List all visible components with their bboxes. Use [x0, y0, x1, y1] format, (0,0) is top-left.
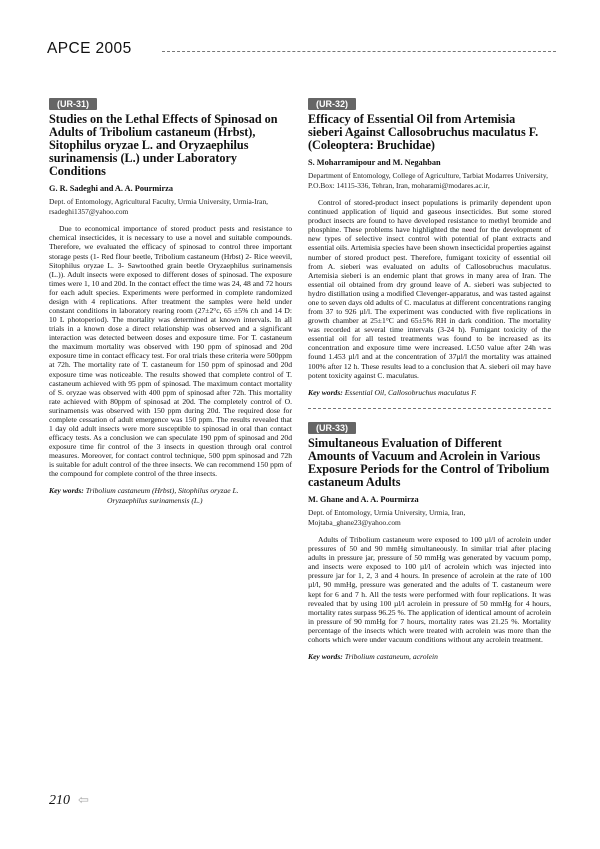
keywords-line: Oryzaephilus surinamensis (L.): [107, 495, 203, 505]
keywords-label: Key words:: [308, 651, 343, 661]
keywords-line: Tribolium castaneum (Hrbst), Sitophilus oryzae L.: [85, 486, 239, 496]
article-ur-32: [308, 94, 551, 397]
article-abstract: Adults of Tribolium castaneum were exposed to 100 µl/l of acrolein under pressures of 50 and 90 mmHg simultaneously. In similar trial after placing adults in pressure jar, pressure of 50 mmHg was generated by vacuum pomp, and insects were exposed to 100 µl/l of acrolein which was injected into pressure jar for 1, 2, 3 and 4 hours. In presence of acrolein at the rate of 100 µl/l, 90 mmHg, pressure was generated and the adults of T. castaneum were kept for 6 and 7 h. All the tests were performed with four replications. It was revealed that by using 100 µl/l acrolein in pressure of 50 mmHg for 4 hours, mortality rates surpass 96.25 %. The application of identical amount of acrolein in pressure of 90 mmHg for 7 hours, mortality rates was 21.25 %. Mortality percentage of the insects which were treated with acrolein was more than the cohorts which were under vacuum conditions without any acrolein treatment.: [308, 535, 551, 644]
keywords-line: Essential Oil, Callosobruchus maculatus F.: [344, 387, 477, 397]
article-authors: G. R. Sadeghi and A. A. Pourmirza: [49, 184, 174, 194]
article-affiliation: Dept. of Entomology, Agricultural Faculty, Urmia University, Urmia-Iran, rsadeghi1357@yahoo.com: [49, 197, 268, 216]
article-authors: M. Ghane and A. A. Pourmirza: [308, 495, 419, 505]
article-affiliation: Department of Entomology, College of Agriculture, Tarbiat Modarres University, P.O.Box: 14115-336, Tehran, Iran, moharami@modares.ac.ir,: [308, 171, 548, 190]
journal-header-title: APCE 2005: [47, 40, 132, 57]
article-title: Simultaneous Evaluation of Different Amounts of Vacuum and Acrolein in Various Exposure Periods for the Control of Tribolium castaneum Adults: [308, 435, 550, 490]
article-code-badge: (UR-33): [308, 422, 356, 434]
article-abstract: Due to economical importance of stored product pests and resistance to chemical insecticides, it is necessary to use a novel and suitable compounds. Therefore, we evaluated the efficacy of spinosad to control three important storage pests (1- Red flour beetle, Tribolium castaneum (Hrbst) 2- Rice weevil, Sitophilus oryzae L. 3- Sawtoothed grain beetle Oryzaephilus surinamensis (L.)). Adult insects were exposed to different doses of spinosad. The exposure times were 1, 10 and 20d. In the contact effect the time was 24, 48 and 72 hours for each adult species. Experiments were performed in complete randomized design with 4 replications. After treatment the samples were held under constant conditions in laboratory rearing room (27±2°c, 65 ±5% r.h and 14 D: 10 L photoperiod). The mortality was determined at known intervals. In all trials in a known dose a direct relationship was observed and a significant interaction was detected between doses and exposure time. For T. castaneum the maximum mortality was observed with 190 ppm of spinosad and 20d exposure time in contact efficacy test. For oral trials these criteria were 500ppm at 72h. The mortality rate of T. castaneum for 150 ppm of spinosad and 20d exposure time was noticeable. The results showed that complete control of T. castaneum achieved with 95 ppm of spinosad. The maximum contact mortality of S. oryzae was observed with 400 ppm of spinosad after 72h. This mortality rate achieved with 80ppm of spinosad at 20d. The completely control of O. surinamensis was observed with 150 ppm during 20d. The required dose for complete cessation of adult emergence was 150 ppm. The results revealed that 1 day old adult insects were more susceptible to spinosad in oral than contact efficacy tests. As a conclusion we can speculate 190 ppm of spinosad and 20d exposure time fir control of the 3 insects in question through oral control measures. Moreover, for contact control technique, 500 ppm spinosad and 72h is suitable for adult control of the three insects. We can recommend 150 ppm of the compound for complete control of the three insects.: [49, 224, 292, 479]
keywords-label: Key words:: [308, 387, 343, 397]
right-column: [308, 94, 551, 661]
article-code-badge: (UR-32): [308, 98, 356, 110]
keywords-label: Key words:: [49, 486, 84, 496]
header-rule: [162, 51, 556, 52]
keywords-line: Tribolium castaneum, acrolein: [344, 651, 438, 661]
left-column: [49, 94, 292, 505]
article-separator: [308, 408, 551, 409]
article-code-badge: (UR-31): [49, 98, 97, 110]
article-title: Studies on the Lethal Effects of Spinosad on Adults of Tribolium castaneum (Hrbst), Sitophilus oryzae L. and Oryzaephilus surinamensis (L.) under Laboratory Conditions: [49, 112, 278, 179]
article-keywords: [308, 388, 551, 397]
arrow-left-outline-icon: ⇦: [78, 793, 89, 808]
article-keywords: [308, 652, 551, 661]
article-ur-33: [308, 418, 551, 661]
article-keywords: [49, 486, 292, 504]
article-affiliation: Dept. of Entomology, Urmia University, Urmia, Iran, Mojtaba_ghane23@yahoo.com: [308, 508, 466, 527]
article-title: Efficacy of Essential Oil from Artemisia sieberi Against Callosobruchus maculatus F. (Coleoptera: Bruchidae): [308, 112, 539, 153]
article-ur-31: [49, 94, 292, 505]
article-abstract: Control of stored-product insect populations is primarily dependent upon continued application of liquid and gaseous insecticides. But some stored product insects are found to have developed resistance to methyl bromide and phosphine. These problems have highlighted the need for the development of new types of selective insect control with potential of plant extracts and essential oils. Artemisia species have been shown insecticidal properties against number of stored product pest. Therefore, fumigant toxicity of essential oil from A. sieberi was evaluated on adults of Callosobruchus maculatus. Artemisia sieberi is an endemic plant that grows in many area of Iran. The essential oil obtained from dry ground leave of A. sieberi was subjected to hydro distillation using a modified Clevenger-apparatus, and was tasted against one to seven days old adults of C. maculatus at different concentrations ranging from 37 to 926 µl/l. The experiment was conducted with five replications in growth chamber at 25±1°C and 65±5% RH in dark condition. The mortality was recorded at several time intervals (3-24 h). Fumigant toxicity of the essential oil for all tested treatments was found to be increased as its concentration and exposure time were increased. LC50 value after 24h was found 1.453 µl/l and at the concentration of 37µl/l the mortality was attained 100% after 12 h. These results lead to a conclusion that A. sieberi oil may have potent toxicity against C. maculatus.: [308, 198, 551, 380]
page-number: 210: [49, 793, 70, 808]
article-authors: S. Moharramipour and M. Negahban: [308, 158, 441, 168]
